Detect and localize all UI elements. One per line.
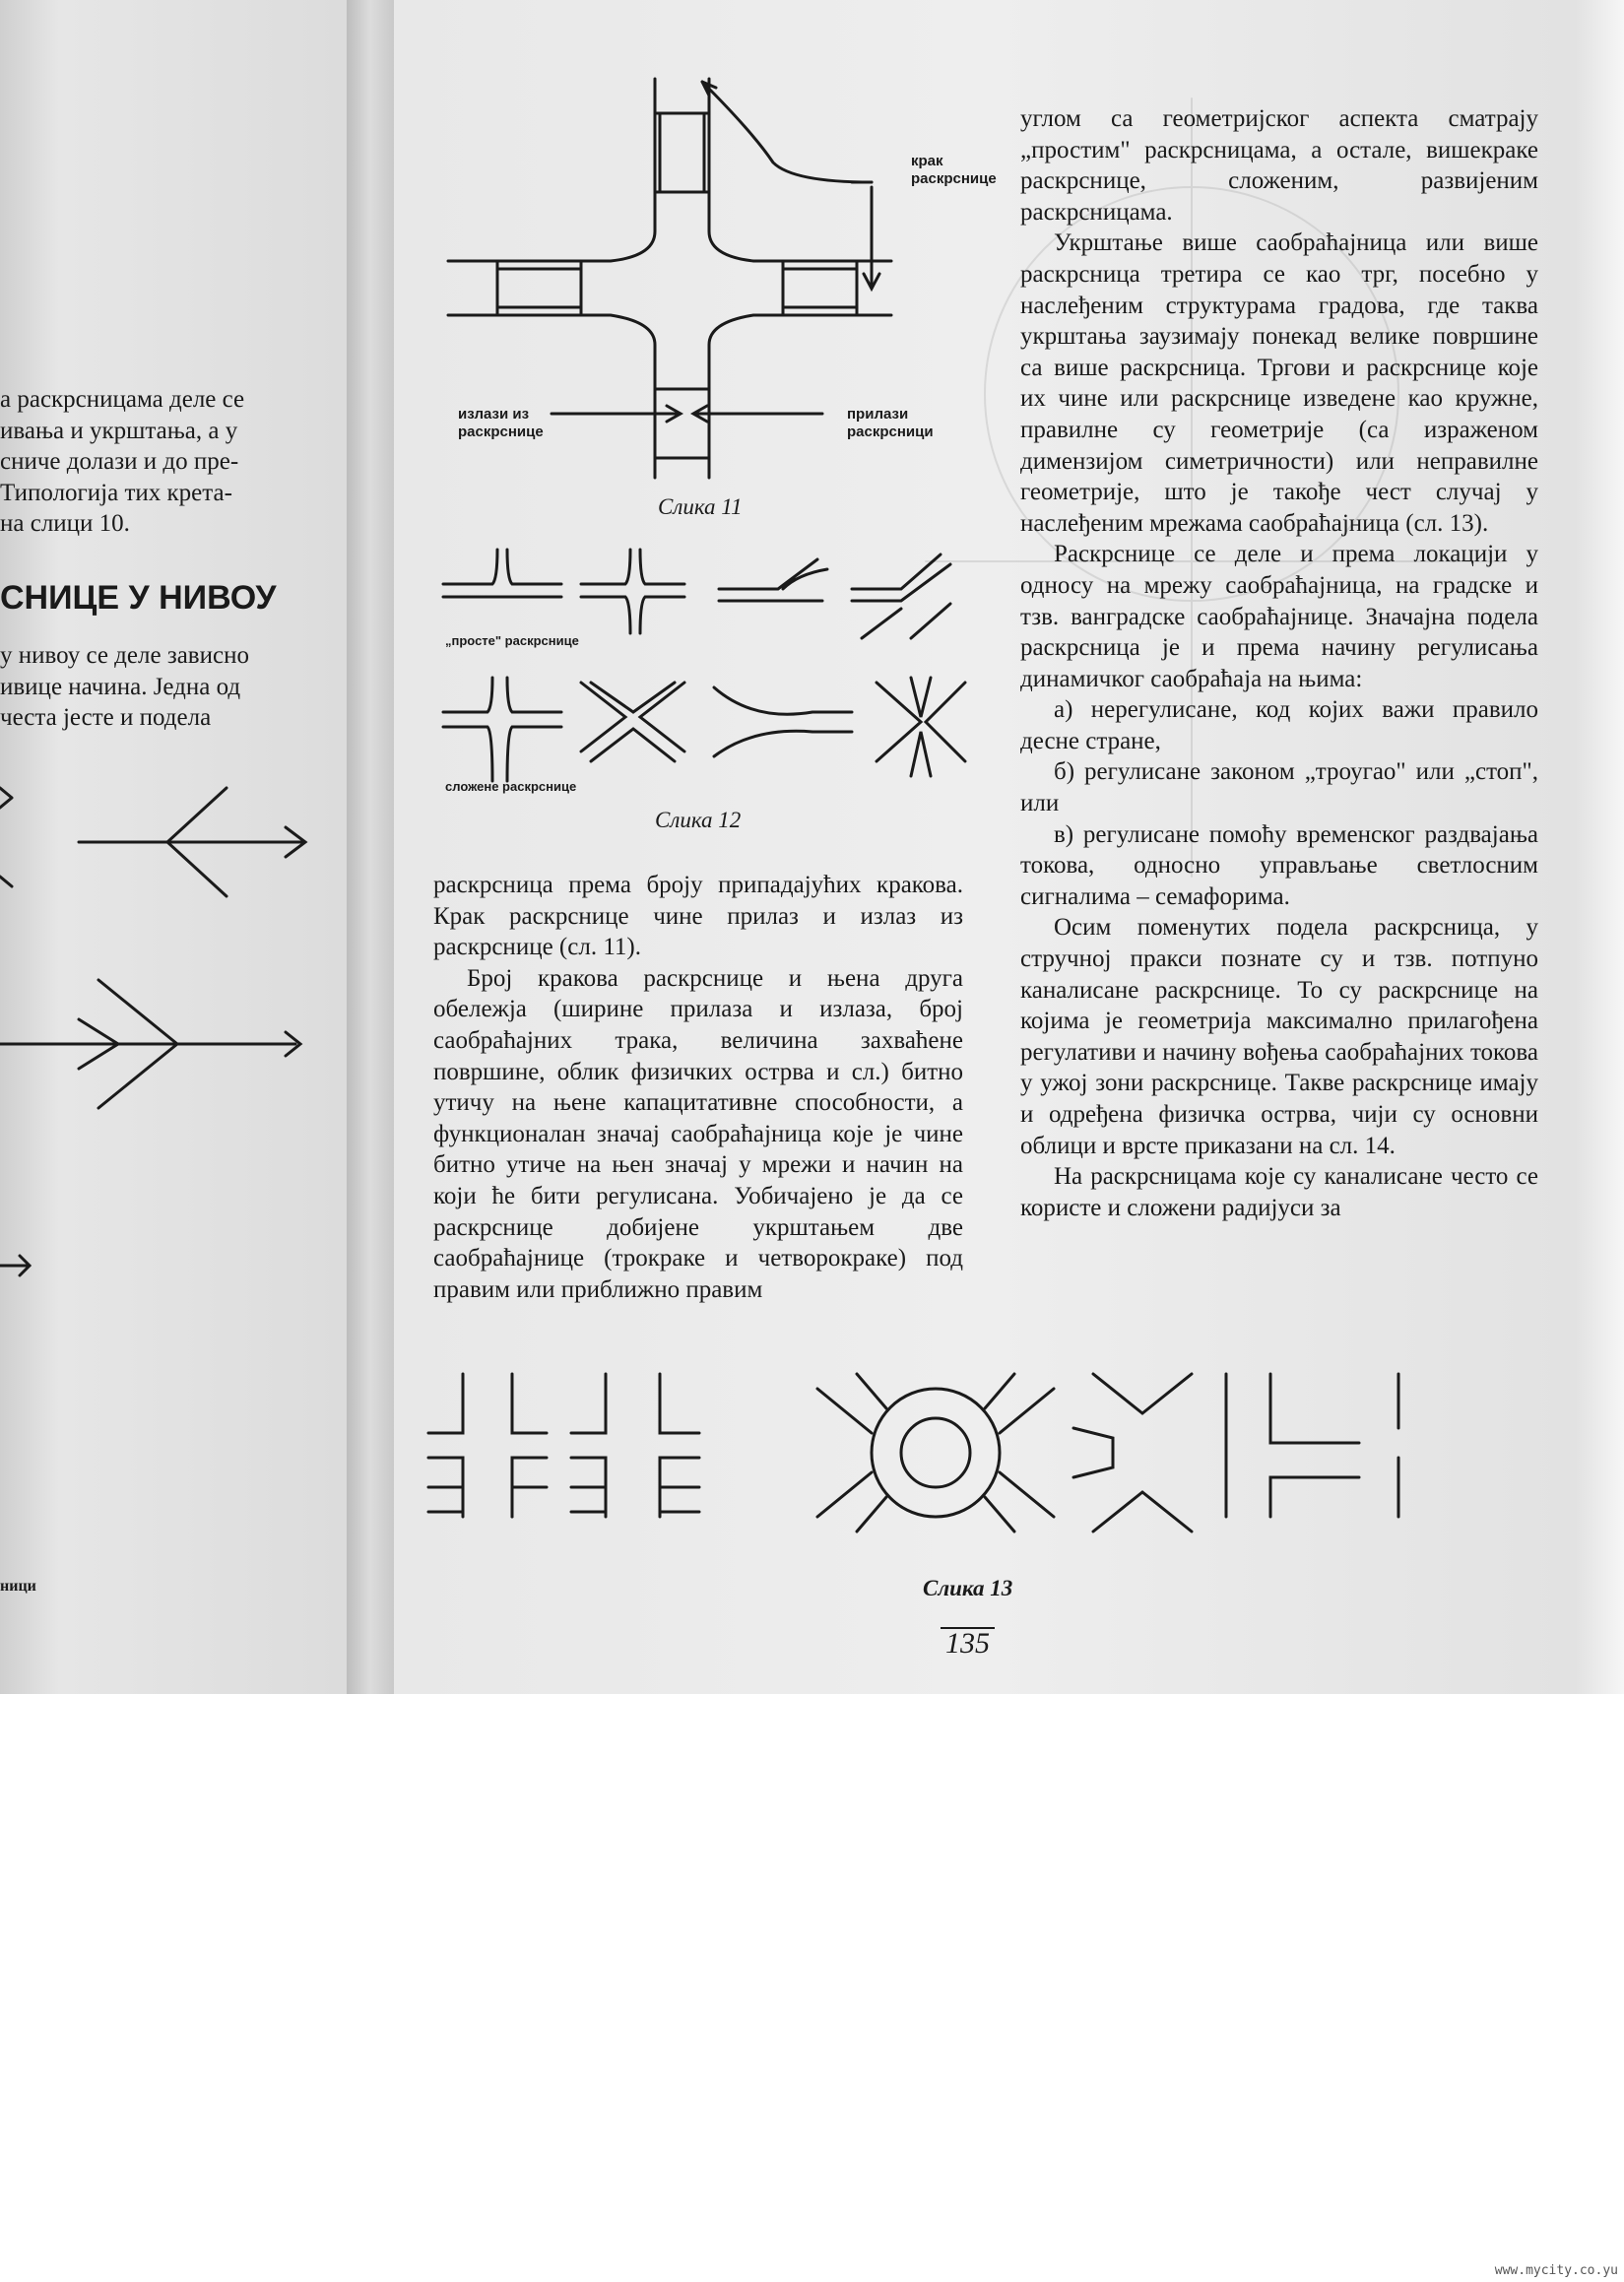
paragraph: углом са геометријског аспекта сматрају „простим" раскрсницама, а остале, вишекраке раскрснице, сложеним, развијеним раскрсницама. xyxy=(1020,105,1538,226)
label-simple: „просте" раскрснице xyxy=(445,633,579,648)
left-line: у нивоу се деле зависно xyxy=(0,642,249,669)
road-edge xyxy=(448,315,655,478)
left-line: Типологија тих крета- xyxy=(0,479,232,506)
left-page-column xyxy=(0,384,315,540)
left-page-column-2 xyxy=(0,640,315,734)
road-edge xyxy=(448,79,655,261)
left-page-arrow-diagram xyxy=(0,768,325,1300)
road-edge xyxy=(709,315,891,478)
left-line: ивице начина. Једна од xyxy=(0,673,241,700)
left-section-heading: СНИЦЕ У НИВОУ xyxy=(0,579,277,617)
figure-12-intersection-types xyxy=(438,540,970,791)
label-complex: сложене раскрснице xyxy=(445,779,577,794)
left-line: ивања и укрштања, а у xyxy=(0,417,238,444)
page-number: 135 xyxy=(945,1627,990,1660)
paragraph: раскрсница према броју припадајућих кракова. Крак раскрснице чине прилаз и излаз из раскрснице (сл. 11). xyxy=(433,872,963,961)
label-entries: прилази раскрсници xyxy=(847,406,934,440)
list-item: б) регулисане законом „троугао" или „стоп", или xyxy=(1020,758,1538,817)
left-line: а раскрсницама деле се xyxy=(0,386,245,413)
list-item: а) нерегулисане, код којих важи правило десне стране, xyxy=(1020,696,1538,754)
left-line: честа јесте и подела xyxy=(0,704,212,732)
list-item: в) регулисане помоћу временског раздвајања токова, односно управљање светлосним сигналима – семафорима. xyxy=(1020,820,1538,910)
figure-13-intersection-patterns xyxy=(423,1369,1556,1586)
figure-12-caption: Слика 12 xyxy=(655,808,742,832)
paragraph: Укрштање више саобраћајница или више раскрсница третира се као трг, посебно у наслеђеним структурама градова, где таква укрштања заузимају понекад велике површине са више раскрсница. Тргови и раскрснице које их чине или раскрснице изведене као кружне, правилне су геометрије (са израженом димензијом симетричности) или неправилне геометрије, што је такође чест случај у наслеђеним мрежама саобраћајница (сл. 13). xyxy=(1020,229,1538,537)
right-text-column xyxy=(1020,103,1538,1223)
figure-11-caption: Слика 11 xyxy=(658,494,743,519)
paragraph: Осим поменутих подела раскрсница, у стручној пракси познате су и тзв. потпуно каналисане раскрснице. То су раскрснице на којима је геометрија максимално прилагођена регулативи и начину вођења саобраћајних токова у ужој зони раскрснице. Такве раскрснице имају и одређена физичка острва, чији су основни облици и врсте приказани на сл. 14. xyxy=(1020,914,1538,1159)
label-arm: крак раскрснице xyxy=(911,153,997,187)
road-edge xyxy=(709,79,891,261)
paragraph: Број кракова раскрснице и њена друга обележја (ширине прилаза и излаза, број саобраћајних трака, величина захваћене површине, облик физичких острва и сл.) битно утичу на њене капацитативне способности, а функционалан значај саобраћајница које је чине битно утиче на њен значај у мрежи и начин на који ће бити регулисана. Уобичајено је да се раскрснице добијене укрштањем две саобраћајнице (трокраке и четворокраке) под правим или приближно правим xyxy=(433,964,963,1303)
middle-text-column xyxy=(433,870,963,1305)
book-binding xyxy=(347,0,394,1694)
left-footer-fragment: ници xyxy=(0,1578,36,1595)
watermark: www.mycity.co.yu xyxy=(1494,2263,1618,2278)
label-exits: излази из раскрснице xyxy=(458,406,544,440)
paragraph: На раскрсницама које су каналисане често се користе и сложени радијуси за xyxy=(1020,1163,1538,1221)
paragraph: Раскрснице се деле и према локацији у односу на мрежу саобраћајница, на градске и тзв. ванградске саобраћајнице. Значајна подела раскрсница је и према начину регулисања динамичког саобраћаја на њима: xyxy=(1020,541,1538,692)
left-line: сниче долази и до пре- xyxy=(0,448,239,476)
figure-13-caption: Слика 13 xyxy=(923,1576,1013,1600)
left-line: на слици 10. xyxy=(0,510,130,538)
